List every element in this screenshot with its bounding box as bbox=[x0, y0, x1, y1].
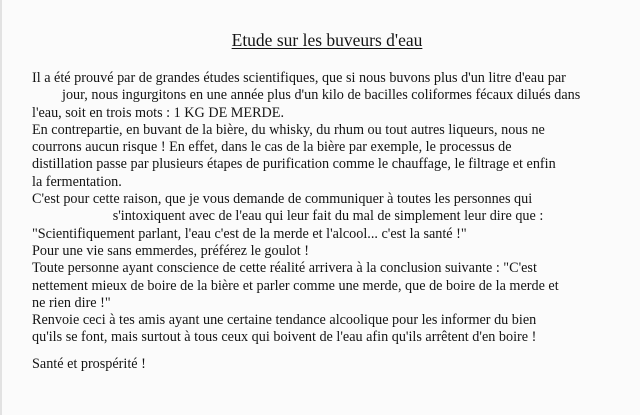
paragraph-1-line-2: jour, nous ingurgitons en une année plus d'un kilo de bacilles coliformes fécaux dilués dans bbox=[62, 87, 581, 104]
document-title-text: Etude sur les buveurs d'eau bbox=[231, 30, 423, 50]
paragraph-5-line-1: Toute personne ayant conscience de cette réalité arrivera à la conclusion suivante : "C'est bbox=[32, 260, 537, 277]
paragraph-4-line-1: Pour une vie sans emmerdes, préférez le goulot ! bbox=[32, 242, 309, 259]
closing-line: Santé et prospérité ! bbox=[32, 355, 146, 372]
paragraph-5-line-3: ne rien dire !" bbox=[32, 294, 111, 311]
paragraph-6-line-1: Renvoie ceci à tes amis ayant une certaine tendance alcoolique pour les informer du bien bbox=[32, 312, 537, 329]
paragraph-2-line-3: distillation passe par plusieurs étapes de purification comme le chauffage, le filtrage et enfin bbox=[32, 156, 556, 173]
paragraph-6-line-2: qu'ils se font, mais surtout à tous ceux qui boivent de l'eau afin qu'ils arrêtent d'en boire ! bbox=[32, 329, 537, 346]
paragraph-2-line-1: En contrepartie, en buvant de la bière, du whisky, du rhum ou tout autres liqueurs, nous ne bbox=[32, 121, 545, 138]
paragraph-3-line-2: s'intoxiquent avec de l'eau qui leur fait du mal de simplement leur dire que : bbox=[112, 208, 544, 225]
paragraph-5-line-2: nettement mieux de boire de la bière et parler comme une merde, que de boire de la merde et bbox=[32, 277, 559, 294]
paragraph-1-line-3: l'eau, soit en trois mots : 1 KG DE MERDE. bbox=[32, 104, 285, 121]
paragraph-1-line-1: Il a été prouvé par de grandes études scientifiques, que si nous buvons plus d'un litre d'eau par bbox=[32, 70, 566, 86]
paragraph-3-line-1: C'est pour cette raison, que je vous demande de communiquer à toutes les personnes qui bbox=[32, 191, 533, 208]
paragraph-2-line-2: courrons aucun risque ! En effet, dans le cas de la bière par exemple, le processus de bbox=[32, 139, 512, 156]
paragraph-2-line-4: la fermentation. bbox=[32, 173, 122, 190]
document-body bbox=[32, 70, 624, 373]
paragraph-3-quote: "Scientifiquement parlant, l'eau c'est de la merde et l'alcool... c'est la santé !" bbox=[32, 225, 467, 242]
document-title bbox=[2, 30, 640, 51]
